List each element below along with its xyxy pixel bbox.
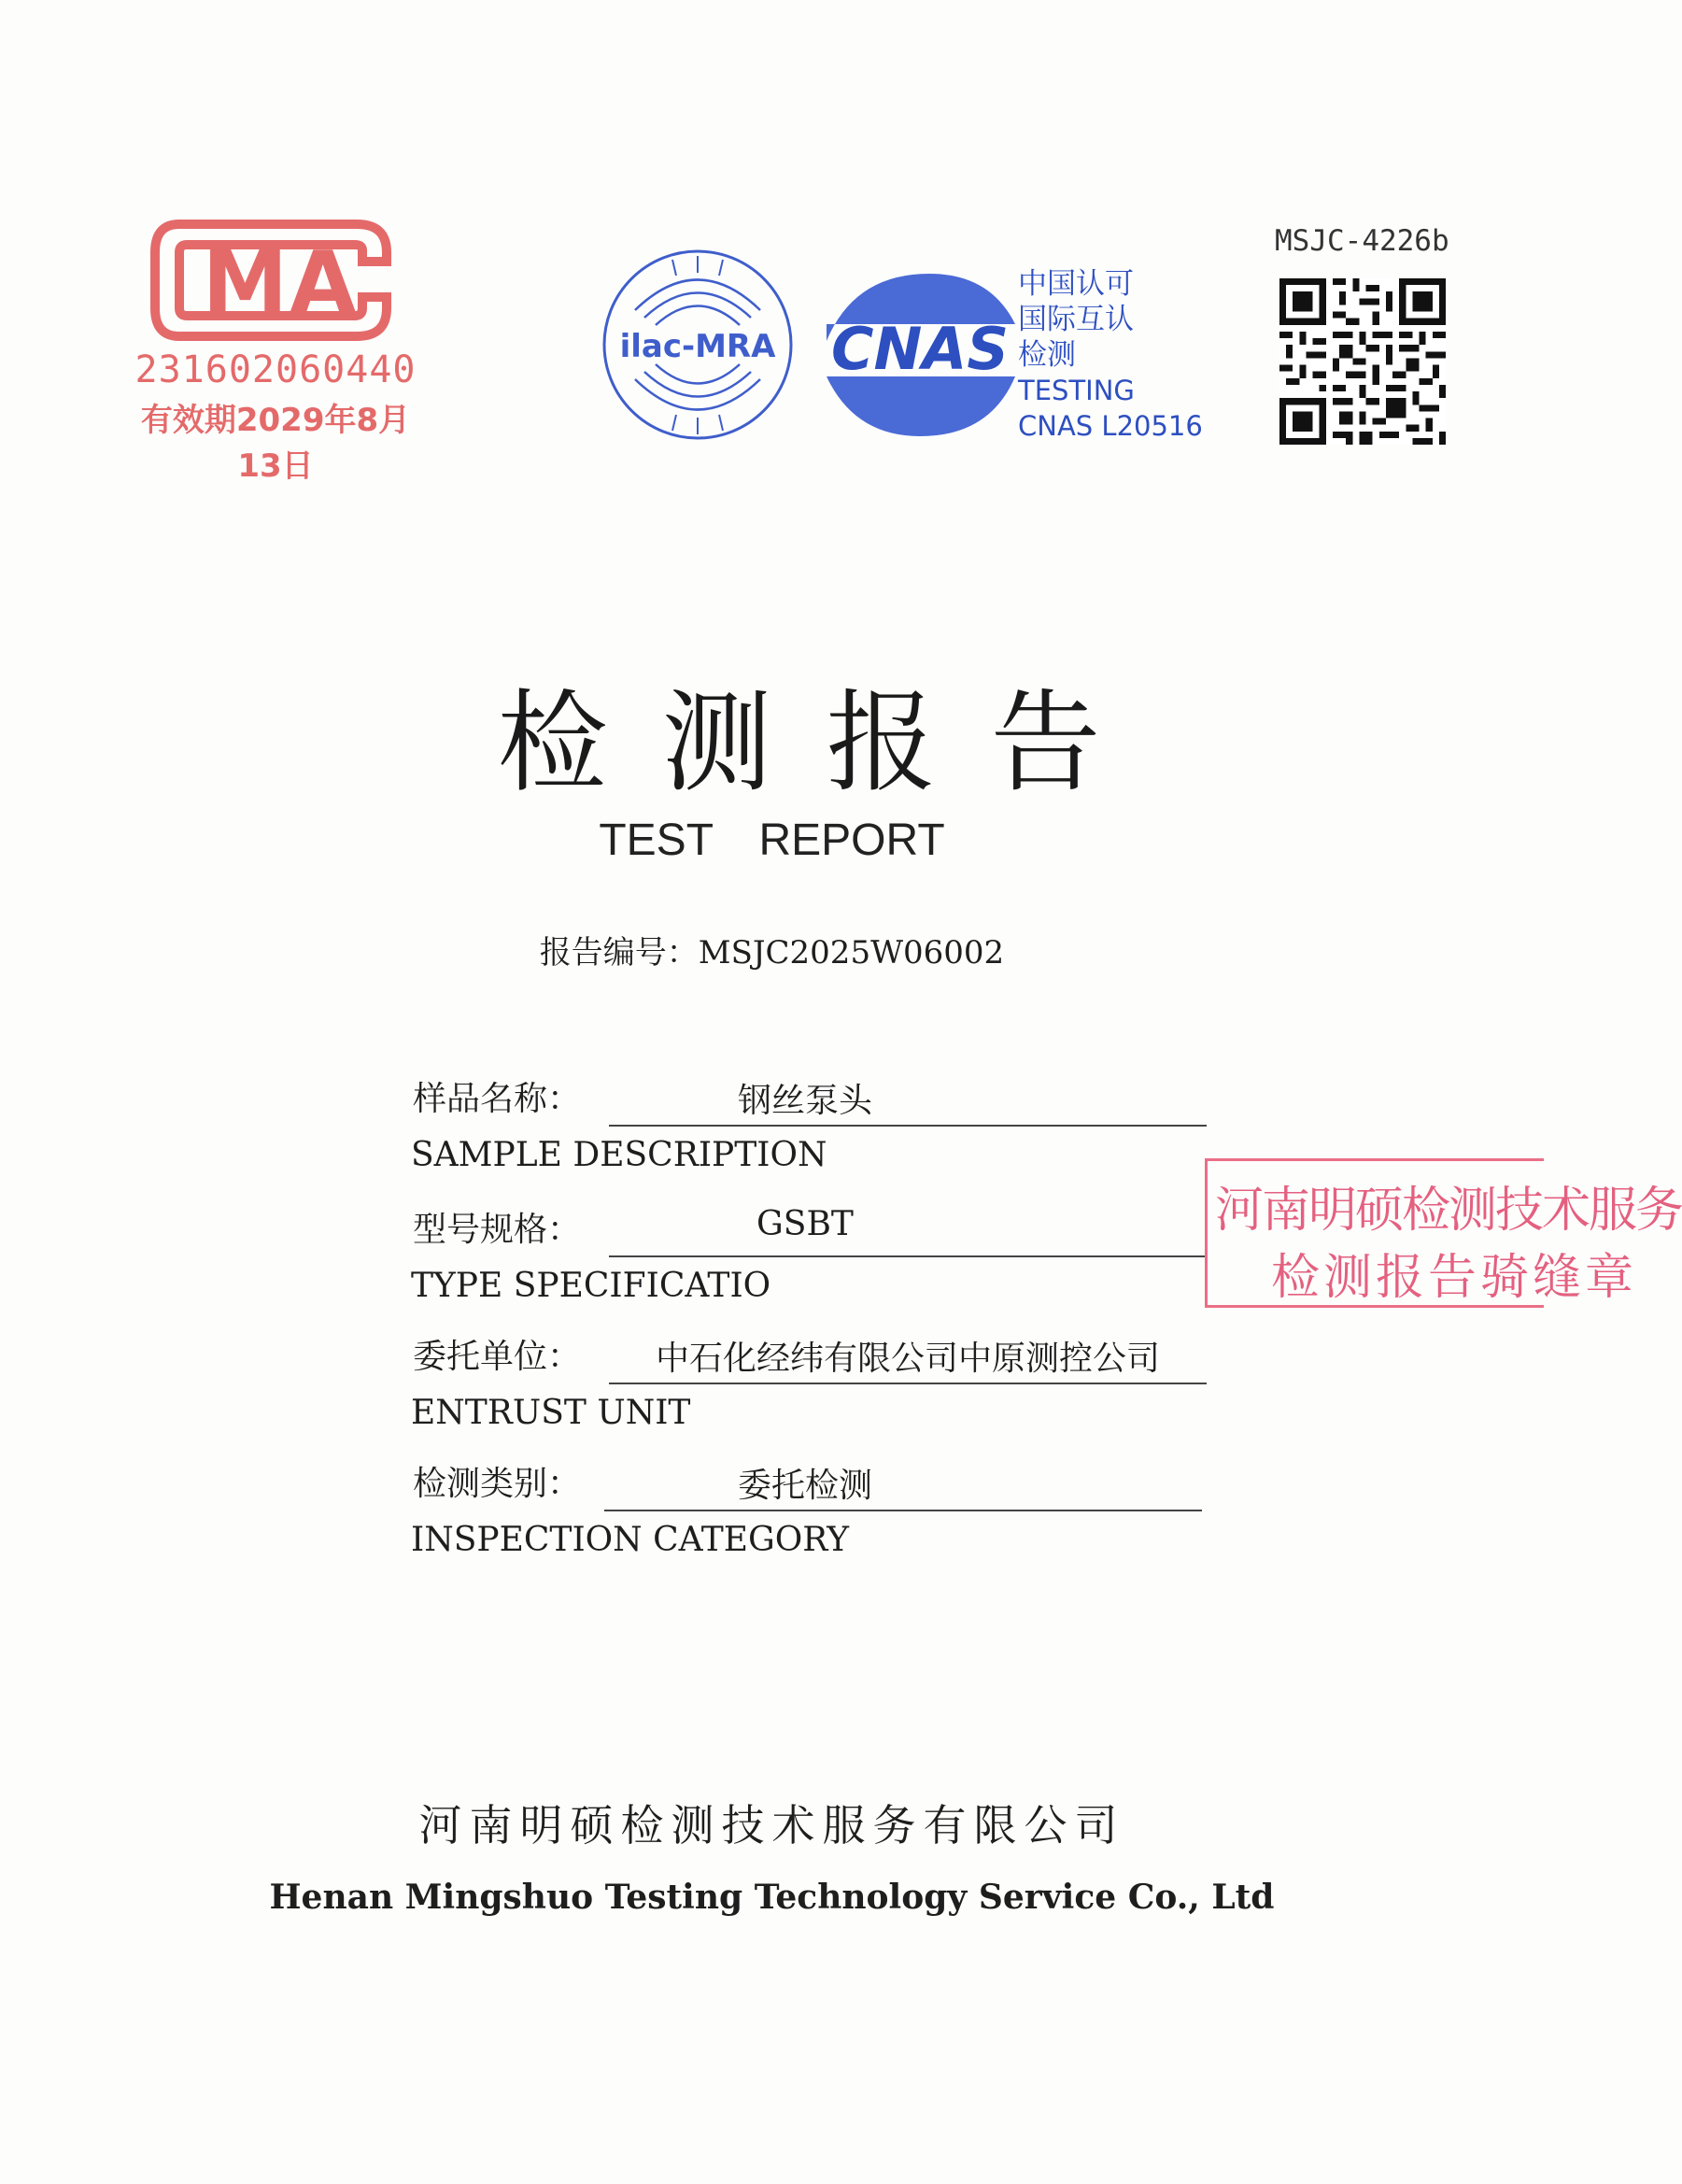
cma-logo-icon (151, 215, 403, 346)
field-label: 检测类别： (413, 1465, 582, 1503)
seal-line-2: 检测报告骑缝章 (1271, 1250, 1638, 1306)
cnas-line-1: 中国认可 (1018, 267, 1134, 301)
ilac-mra-seal (598, 245, 799, 446)
company-name-chinese: 河南明硕检测技术服务有限公司 (418, 1800, 1125, 1851)
field-label: 型号规格： (413, 1211, 582, 1249)
qr-code-icon[interactable] (1279, 278, 1446, 445)
field-label-english: ENTRUST UNIT (411, 1394, 691, 1432)
document-code: MSJC-4226b (1275, 224, 1449, 258)
report-number: 报告编号：MSJC2025W06002 (539, 934, 1005, 971)
field-label: 委托单位： (413, 1338, 582, 1376)
cnas-text: CNAS (830, 315, 1010, 383)
underline (609, 1255, 1207, 1257)
field-value: 委托检测 (737, 1467, 872, 1505)
cma-stamp (121, 215, 430, 485)
field-inspection-category (403, 1457, 1207, 1559)
field-label-english: TYPE SPECIFICATIO (411, 1267, 771, 1305)
ilac-text: ilac-MRA (619, 328, 776, 365)
field-entrust-unit (403, 1330, 1207, 1432)
field-sample-description (403, 1072, 1207, 1174)
field-value: 钢丝泵头 (737, 1082, 872, 1120)
underline (604, 1510, 1202, 1511)
title-english: TEST REPORT (599, 815, 945, 865)
cma-number: 231602060440 (134, 348, 417, 391)
field-label-english: INSPECTION CATEGORY (411, 1521, 850, 1559)
title-chinese: 检测报告 (497, 678, 1155, 807)
cnas-captions (1018, 266, 1203, 444)
ilac-globe-icon (598, 245, 799, 446)
cma-validity: 有效期2029年8月13日 (140, 402, 411, 485)
seal-line-1: 河南明硕检测技术服务 (1215, 1183, 1682, 1239)
underline (609, 1383, 1207, 1384)
underline (609, 1125, 1207, 1127)
field-type-specification (403, 1203, 1207, 1305)
cnas-logo (799, 266, 1023, 444)
cnas-line-2: 国际互认 (1018, 303, 1134, 336)
field-label-english: SAMPLE DESCRIPTION (411, 1136, 827, 1174)
cnas-globe-icon (799, 266, 1023, 444)
cnas-line-5: CNAS L20516 (1018, 410, 1203, 442)
field-label: 样品名称： (413, 1080, 582, 1118)
cnas-line-3: 检测 (1018, 338, 1076, 372)
paging-seal-stamp (1205, 1158, 1682, 1308)
field-value: GSBT (756, 1205, 854, 1243)
field-value: 中石化经纬有限公司中原测控公司 (655, 1340, 1160, 1378)
cnas-line-4: TESTING (1018, 375, 1135, 406)
company-name-english: Henan Mingshuo Testing Technology Service Co., Ltd (269, 1878, 1275, 1917)
svg-text:MA: MA (202, 233, 359, 333)
